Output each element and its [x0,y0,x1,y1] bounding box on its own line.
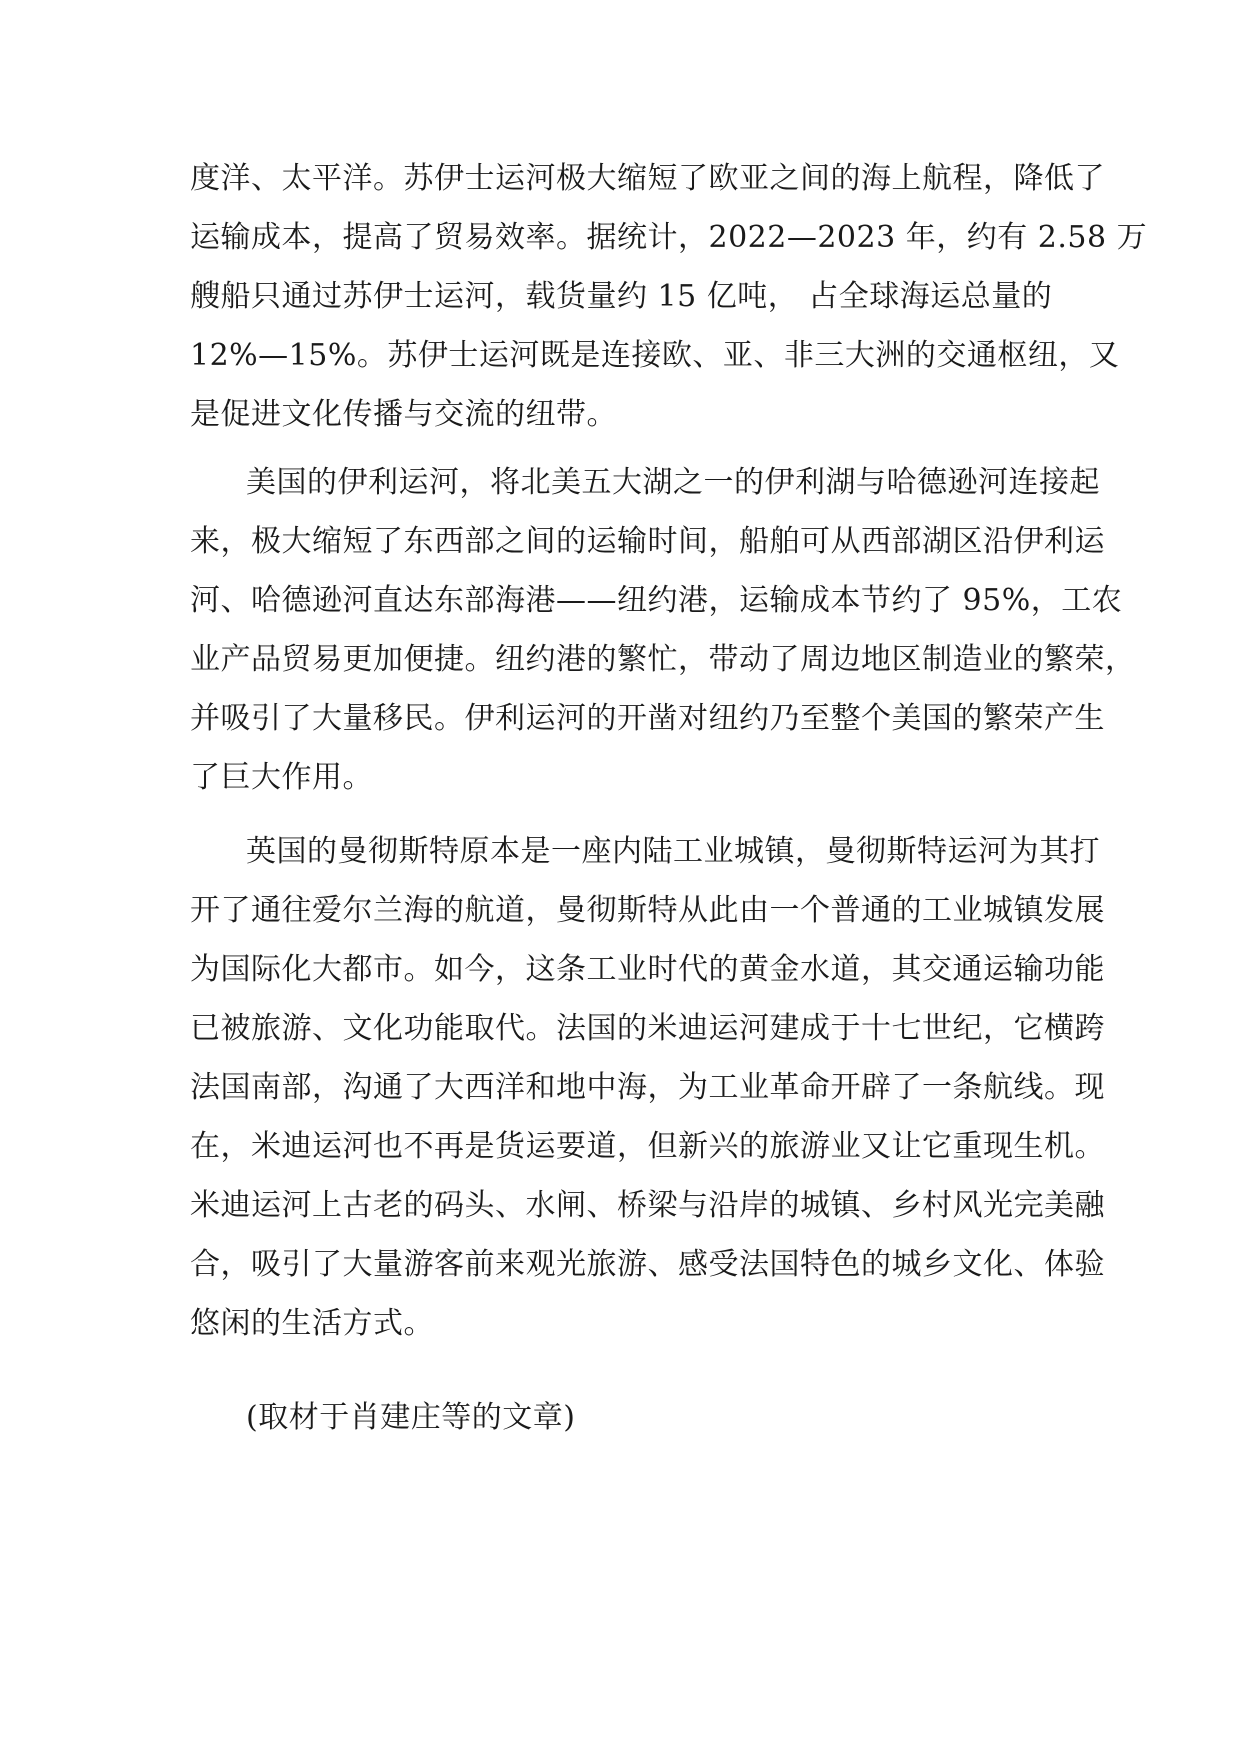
text-line: 业产品贸易更加便捷。纽约港的繁忙，带动了周边地区制造业的繁荣， [190,642,1136,677]
text-line: 已被旅游、文化功能取代。法国的米迪运河建成于十七世纪，它横跨 [190,1011,1105,1046]
text-line: 米迪运河上古老的码头、水闸、桥梁与沿岸的城镇、乡村风光完美融 [190,1188,1105,1223]
text-line: 英国的曼彻斯特原本是一座内陆工业城镇，曼彻斯特运河为其打 [246,834,1100,869]
text-line: 开了通往爱尔兰海的航道，曼彻斯特从此由一个普通的工业城镇发展 [190,893,1105,928]
text-line: 法国南部，沟通了大西洋和地中海，为工业革命开辟了一条航线。现 [190,1070,1105,1105]
text-line: 是促进文化传播与交流的纽带。 [190,397,617,432]
text-line: 来，极大缩短了东西部之间的运输时间，船舶可从西部湖区沿伊利运 [190,524,1105,559]
text-line: 并吸引了大量移民。伊利运河的开凿对纽约乃至整个美国的繁荣产生 [190,701,1105,736]
text-line: 度洋、太平洋。苏伊士运河极大缩短了欧亚之间的海上航程，降低了 [190,161,1105,196]
source-note: (取材于肖建庄等的文章) [246,1400,576,1435]
text-line: 艘船只通过苏伊士运河，载货量约 15 亿吨， 占全球海运总量的 [190,279,1053,314]
text-line: 悠闲的生活方式。 [190,1306,434,1341]
text-line: 在，米迪运河也不再是货运要道，但新兴的旅游业又让它重现生机。 [190,1129,1105,1164]
text-line: 运输成本，提高了贸易效率。据统计，2022—2023 年，约有 2.58 万 [190,220,1148,255]
text-line: 12%—15%。苏伊士运河既是连接欧、亚、非三大洲的交通枢纽，又 [190,338,1120,373]
text-line: 美国的伊利运河，将北美五大湖之一的伊利湖与哈德逊河连接起 [246,465,1100,500]
text-line: 为国际化大都市。如今，这条工业时代的黄金水道，其交通运输功能 [190,952,1105,987]
text-line: 合，吸引了大量游客前来观光旅游、感受法国特色的城乡文化、体验 [190,1247,1105,1282]
text-line: 了巨大作用。 [190,760,373,795]
text-line: 河、哈德逊河直达东部海港——纽约港，运输成本节约了 95%，工农 [190,583,1123,618]
